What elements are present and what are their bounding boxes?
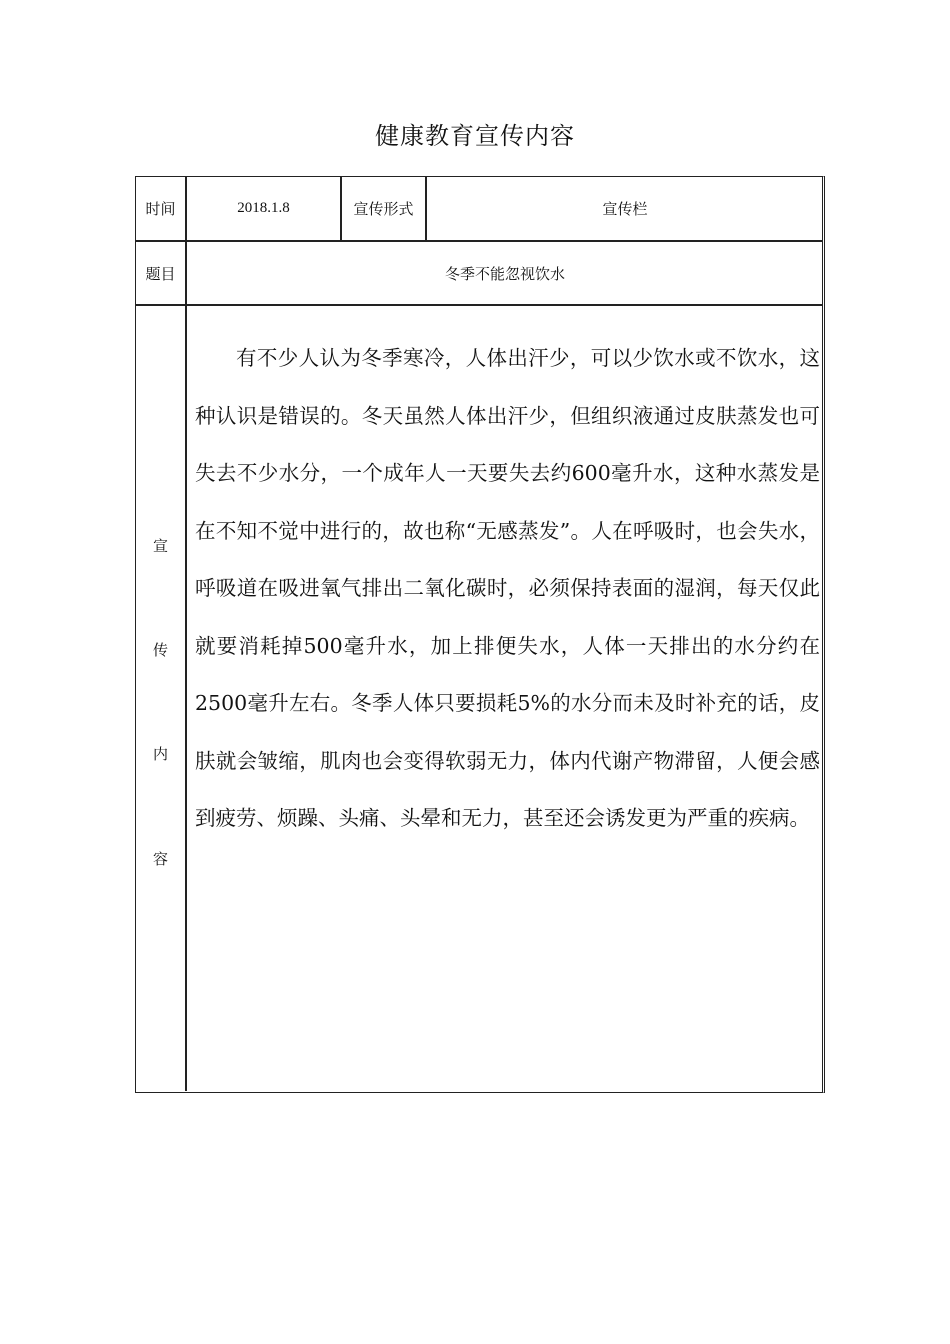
content-area: [136, 306, 823, 1091]
format-label: 宣传形式: [353, 200, 414, 218]
content-label-char: 容: [152, 850, 168, 868]
form-table: [135, 176, 825, 1093]
content-label-char: 宣: [152, 537, 168, 555]
time-value: 2018.1.8: [237, 200, 290, 216]
topic-value: 冬季不能忽视饮水: [444, 264, 565, 283]
content-label-char: 传: [152, 641, 168, 659]
topic-label: 题目: [145, 264, 176, 283]
content-label-char: 内: [152, 745, 168, 763]
content-body: 有不少人认为冬季寒冷，人体出汗少，可以少饮水或不饮水，这种认识是错误的。冬天虽然人体出汗少，但组织液通过皮肤蒸发也可失去不少水分，一个成年人一天要失去约600毫升水，这种水蒸发是在不知不觉中进行的，故也称“无感蒸发”。人在呼吸时，也会失水，呼吸道在吸进氧气排出二氧化碳时，必须保持表面的湿润，每天仅此就要消耗掉500毫升水，加上排便失水，人体一天排出的水分约在 2500毫升左右。冬季人体只要损耗5%的水分而未及时补充的话，皮肤就会皱缩，肌肉也会变得软弱无力，体内代谢产物滞留，人便会感到疲劳、烦躁、头痛、头晕和无力，甚至还会诱发更为严重的疾病。: [195, 346, 820, 830]
format-value: 宣传栏: [602, 200, 648, 218]
page-title: 健康教育宣传内容: [375, 122, 575, 150]
time-label: 时间: [145, 200, 176, 218]
